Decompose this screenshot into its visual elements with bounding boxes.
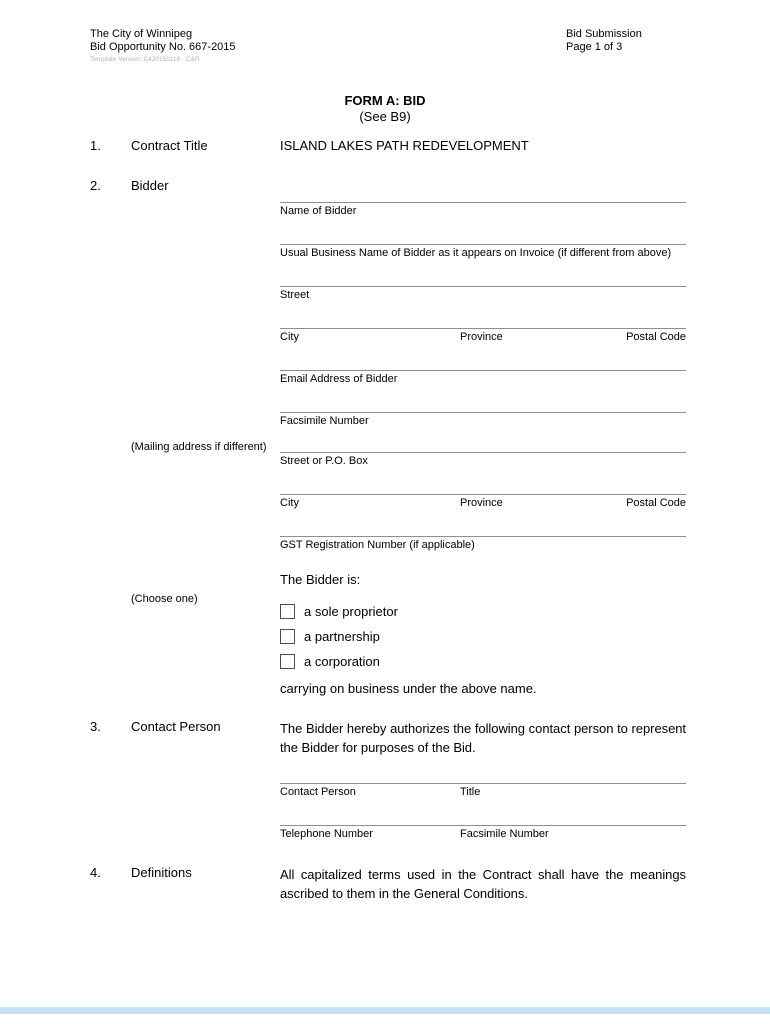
mailing-street-label: Street or P.O. Box xyxy=(280,455,368,467)
header-right xyxy=(566,28,686,64)
gst-number-input-line[interactable] xyxy=(280,522,686,537)
definitions-paragraph: All capitalized terms used in the Contract shall have the meanings ascribed to them in the General Conditions. xyxy=(280,867,686,901)
mailing-note: (Mailing address if different) xyxy=(131,441,267,453)
mailing-city-label: City xyxy=(280,497,299,509)
postal-code-label: Postal Code xyxy=(626,331,686,343)
city-province-postal-input-line[interactable] xyxy=(280,314,686,329)
telephone-facsimile-labels xyxy=(280,826,686,841)
section-contract-title xyxy=(90,138,686,154)
city-province-postal-labels xyxy=(280,329,686,344)
mailing-city-province-postal-labels xyxy=(280,495,686,510)
field-mailing-city-province-postal xyxy=(280,480,686,510)
form-body xyxy=(90,138,686,903)
item-label: Contract Title xyxy=(131,138,208,153)
field-name-of-bidder xyxy=(280,188,686,218)
section-contact-person xyxy=(90,719,686,841)
contact-person-title-labels xyxy=(280,784,686,799)
item-number: 3. xyxy=(90,719,101,734)
corporation-checkbox[interactable] xyxy=(280,654,295,669)
option-corporation xyxy=(280,652,686,670)
header-opportunity: Bid Opportunity No. 667-2015 xyxy=(90,41,236,53)
province-label: Province xyxy=(460,331,503,343)
field-contact-person-title xyxy=(280,769,686,799)
page-header xyxy=(90,28,686,64)
option-partnership xyxy=(280,627,686,645)
form-title: FORM A: BID xyxy=(344,93,426,108)
street-label: Street xyxy=(280,289,310,301)
telephone-number-label: Telephone Number xyxy=(280,828,373,840)
field-email xyxy=(280,356,686,386)
telephone-facsimile-input-line[interactable] xyxy=(280,811,686,826)
header-page-info: Page 1 of 3 xyxy=(566,41,623,53)
carrying-on-business-text: carrying on business under the above name. xyxy=(280,681,537,696)
header-org: The City of Winnipeg xyxy=(90,28,193,40)
field-mailing-street xyxy=(280,438,686,468)
bottom-accent-bar xyxy=(0,1007,770,1014)
mailing-postal-code-label: Postal Code xyxy=(626,497,686,509)
street-input-line[interactable] xyxy=(280,272,686,287)
contact-person-label: Contact Person xyxy=(280,786,356,798)
corporation-label: a corporation xyxy=(304,653,380,669)
form-title-block xyxy=(0,93,770,125)
field-facsimile xyxy=(280,398,686,428)
field-city-province-postal xyxy=(280,314,686,344)
item-number: 1. xyxy=(90,138,101,153)
contact-person-paragraph: The Bidder hereby authorizes the following contact person to represent the Bidder for purposes of the Bid. xyxy=(280,721,686,755)
mailing-province-label: Province xyxy=(460,497,503,509)
field-gst-number xyxy=(280,522,686,552)
item-label: Contact Person xyxy=(131,719,221,734)
name-of-bidder-label: Name of Bidder xyxy=(280,205,357,217)
business-name-input-line[interactable] xyxy=(280,230,686,245)
field-street xyxy=(280,272,686,302)
field-business-name xyxy=(280,230,686,260)
header-doc-type: Bid Submission xyxy=(566,28,642,40)
business-name-label: Usual Business Name of Bidder as it appears on Invoice (if different from above) xyxy=(280,247,672,259)
option-sole-proprietor xyxy=(280,602,686,620)
bidder-is-text: The Bidder is: xyxy=(280,572,361,587)
email-input-line[interactable] xyxy=(280,356,686,371)
field-telephone-facsimile xyxy=(280,811,686,841)
mailing-street-input-line[interactable] xyxy=(280,438,686,453)
header-template-version: Template Version: C420150116 - C&R xyxy=(90,56,200,63)
contact-person-title-input-line[interactable] xyxy=(280,769,686,784)
item-number: 2. xyxy=(90,178,101,193)
bidder-type-options xyxy=(280,602,686,670)
contract-title-value: ISLAND LAKES PATH REDEVELOPMENT xyxy=(280,138,529,153)
item-number: 4. xyxy=(90,865,101,880)
facsimile-number-label: Facsimile Number xyxy=(460,828,549,840)
header-left xyxy=(90,28,236,64)
partnership-checkbox[interactable] xyxy=(280,629,295,644)
item-label: Bidder xyxy=(131,178,169,193)
sole-proprietor-label: a sole proprietor xyxy=(304,603,398,619)
item-label: Definitions xyxy=(131,865,192,880)
title-label: Title xyxy=(460,786,481,798)
bidder-type-row xyxy=(90,572,686,697)
gst-number-label: GST Registration Number (if applicable) xyxy=(280,539,475,551)
section-definitions xyxy=(90,865,686,903)
section-bidder xyxy=(90,178,686,428)
mailing-address-row xyxy=(90,438,686,552)
email-label: Email Address of Bidder xyxy=(280,373,398,385)
form-subtitle: (See B9) xyxy=(359,109,411,124)
name-of-bidder-input-line[interactable] xyxy=(280,188,686,203)
facsimile-input-line[interactable] xyxy=(280,398,686,413)
facsimile-label: Facsimile Number xyxy=(280,415,369,427)
city-label: City xyxy=(280,331,299,343)
choose-one-note: (Choose one) xyxy=(131,593,198,605)
mailing-city-province-postal-input-line[interactable] xyxy=(280,480,686,495)
sole-proprietor-checkbox[interactable] xyxy=(280,604,295,619)
partnership-label: a partnership xyxy=(304,628,380,644)
